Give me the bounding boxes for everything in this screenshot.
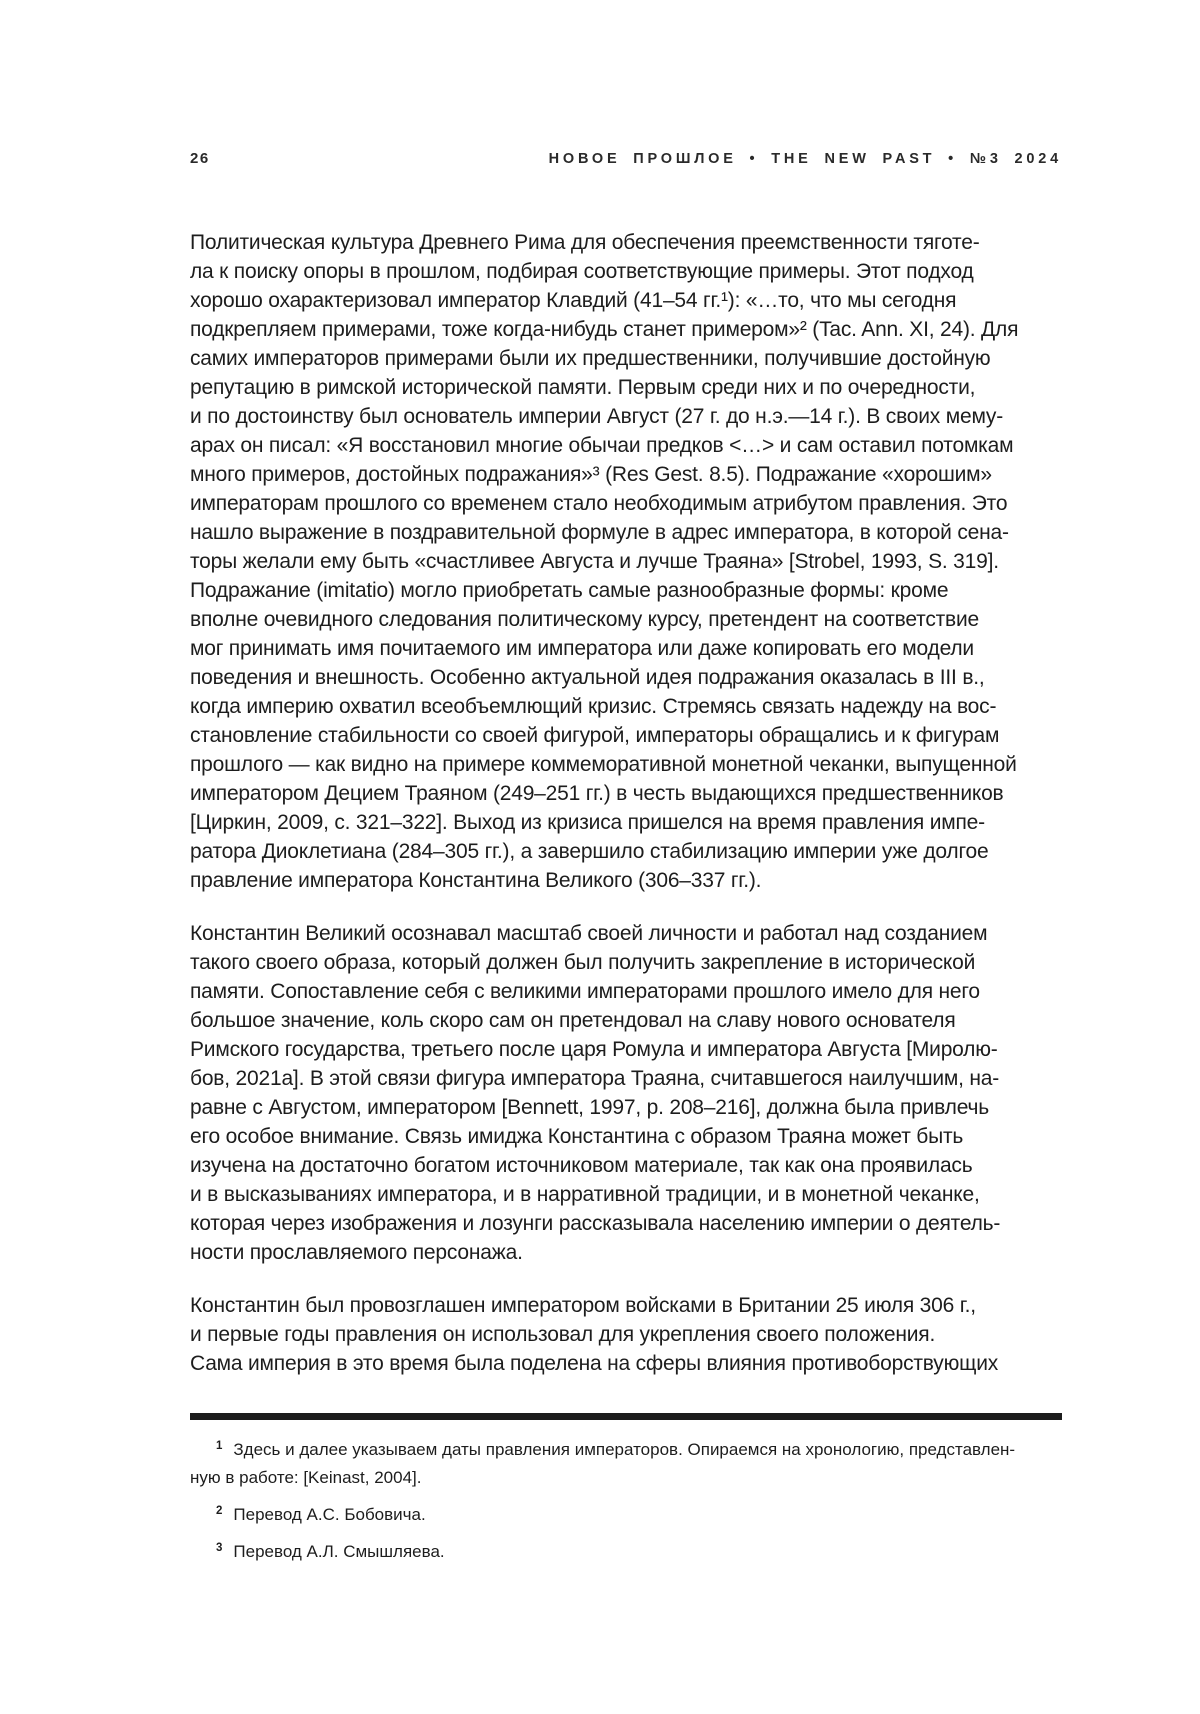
text-line: Константин был провозглашен императором войсками в Британии 25 июля 306 г., xyxy=(190,1294,976,1317)
text-line: и первые годы правления он использовал для укрепления своего положения. xyxy=(190,1323,936,1346)
footnote-line: 3 Перевод А.Л. Смышляева. xyxy=(190,1534,1062,1566)
text-line: арах он писал: «Я восстановил многие обычаи предков <…> и сам оставил потомкам xyxy=(190,434,1014,457)
text-line: ла к поиску опоры в прошлом, подбирая соответствующие примеры. Этот подход xyxy=(190,260,974,283)
text-line: хорошо охарактеризовал император Клавдий (41–54 гг.¹): «…то, что мы сегодня xyxy=(190,289,957,312)
paragraph xyxy=(190,919,1062,1267)
journal-header: НОВОЕ ПРОШЛОЕ • THE NEW PAST • №3 2024 xyxy=(548,151,1062,167)
paragraph xyxy=(190,228,1062,895)
footnote xyxy=(190,1432,1062,1492)
text-line: Подражание (imitatio) могло приобретать самые разнообразные формы: кроме xyxy=(190,579,949,602)
footnote-marker: 3 xyxy=(216,1542,223,1554)
text-line: памяти. Сопоставление себя с великими императорами прошлого имело для него xyxy=(190,980,980,1003)
page-header xyxy=(190,150,1062,167)
article-body xyxy=(190,228,1062,1402)
text-line: правление императора Константина Великого (306–337 гг.). xyxy=(190,869,762,892)
page-number: 26 xyxy=(190,150,210,167)
text-line: изучена на достаточно богатом источниковом материале, так как она проявилась xyxy=(190,1154,973,1177)
text-line: прошлого — как видно на примере коммеморативной монетной чеканки, выпущенной xyxy=(190,753,1017,776)
text-line: императорам прошлого со временем стало необходимым атрибутом правления. Это xyxy=(190,492,1008,515)
footnote-separator xyxy=(190,1413,1062,1420)
text-line: его особое внимание. Связь имиджа Константина с образом Траяна может быть xyxy=(190,1125,964,1148)
text-line: Сама империя в это время была поделена на сферы влияния противоборствующих xyxy=(190,1352,999,1375)
text-line: много примеров, достойных подражания»³ (Res Gest. 8.5). Подражание «хорошим» xyxy=(190,463,992,486)
paragraph xyxy=(190,1291,1062,1378)
text-line: бов, 2021а]. В этой связи фигура императора Траяна, считавшегося наилучшим, на- xyxy=(190,1067,1000,1090)
footnote-marker: 2 xyxy=(216,1505,223,1517)
footnote-marker: 1 xyxy=(216,1440,223,1452)
text-line: и по достоинству был основатель империи Август (27 г. до н.э.—14 г.). В своих мему- xyxy=(190,405,1004,428)
footnote-line: ную в работе: [Keinast, 2004]. xyxy=(190,1468,422,1487)
text-line: Константин Великий осознавал масштаб своей личности и работал над созданием xyxy=(190,922,988,945)
text-line: самих императоров примерами были их предшественники, получившие достойную xyxy=(190,347,991,370)
footnote xyxy=(190,1497,1062,1529)
text-line: торы желали ему быть «счастливее Августа и лучше Траяна» [Strobel, 1993, S. 319]. xyxy=(190,550,999,573)
text-line: [Циркин, 2009, с. 321–322]. Выход из кризиса пришелся на время правления импе- xyxy=(190,811,985,834)
text-line: ратора Диоклетиана (284–305 гг.), а завершило стабилизацию империи уже долгое xyxy=(190,840,989,863)
footnotes xyxy=(190,1432,1062,1571)
text-line: подкрепляем примерами, тоже когда-нибудь станет примером»² (Tac. Ann. XI, 24). Для xyxy=(190,318,1019,341)
text-line: поведения и внешность. Особенно актуальной идея подражания оказалась в III в., xyxy=(190,666,985,689)
text-line: вполне очевидного следования политическому курсу, претендент на соответствие xyxy=(190,608,980,631)
text-line: мог принимать имя почитаемого им императора или даже копировать его модели xyxy=(190,637,974,660)
text-line: такого своего образа, который должен был получить закрепление в исторической xyxy=(190,951,976,974)
text-line: Политическая культура Древнего Рима для обеспечения преемственности тяготе- xyxy=(190,231,980,254)
text-line: Римского государства, третьего после царя Ромула и императора Августа [Миролю- xyxy=(190,1038,998,1061)
footnote-line: 2 Перевод А.С. Бобовича. xyxy=(190,1497,1062,1529)
text-line: становление стабильности со своей фигурой, императоры обращались и к фигурам xyxy=(190,724,1000,747)
footnote xyxy=(190,1534,1062,1566)
footnote-line: 1 Здесь и далее указываем даты правления императоров. Опираемся на хронологию, представлен- xyxy=(190,1432,1062,1464)
text-line: императором Децием Траяном (249–251 гг.) в честь выдающихся предшественников xyxy=(190,782,1004,805)
text-line: большое значение, коль скоро сам он претендовал на славу нового основателя xyxy=(190,1009,956,1032)
text-line: когда империю охватил всеобъемлющий кризис. Стремясь связать надежду на вос- xyxy=(190,695,997,718)
text-line: нашло выражение в поздравительной формуле в адрес императора, в которой сена- xyxy=(190,521,1009,544)
text-line: равне с Августом, императором [Bennett, 1997, p. 208–216], должна была привлечь xyxy=(190,1096,989,1119)
text-line: которая через изображения и лозунги рассказывала населению империи о деятель- xyxy=(190,1212,1001,1235)
text-line: ности прославляемого персонажа. xyxy=(190,1241,523,1264)
text-line: репутацию в римской исторической памяти. Первым среди них и по очередности, xyxy=(190,376,976,399)
text-line: и в высказываниях императора, и в нарративной традиции, и в монетной чеканке, xyxy=(190,1183,980,1206)
